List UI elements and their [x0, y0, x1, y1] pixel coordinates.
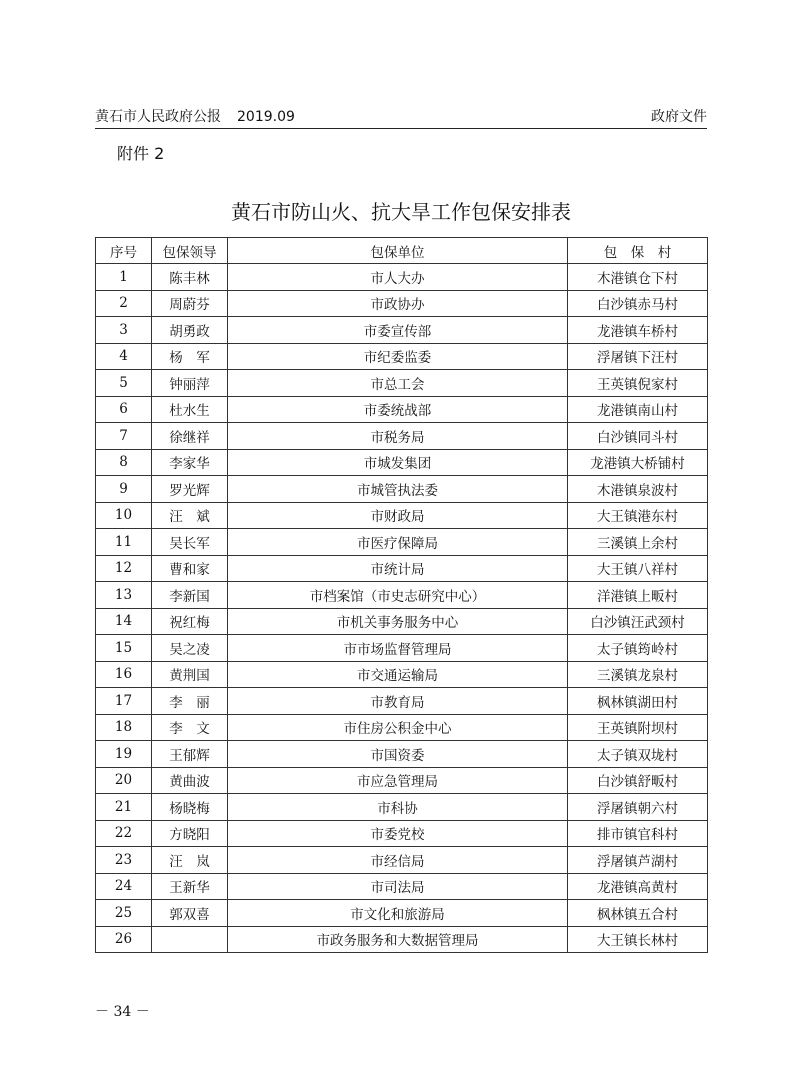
- column-header-index: 序号: [96, 238, 152, 264]
- cell-index: 23: [96, 847, 152, 874]
- cell-village: 龙港镇车桥村: [568, 317, 708, 344]
- cell-village: 木港镇泉波村: [568, 476, 708, 503]
- cell-index: 16: [96, 661, 152, 688]
- cell-village: 枫林镇湖田村: [568, 688, 708, 715]
- table-row: [96, 317, 708, 344]
- header-section: 政府文件: [651, 109, 707, 125]
- cell-unit: 市统计局: [228, 555, 568, 582]
- page-header: [95, 106, 707, 128]
- cell-index: 18: [96, 714, 152, 741]
- cell-village: 太子镇筠岭村: [568, 635, 708, 662]
- cell-index: 22: [96, 820, 152, 847]
- cell-unit: 市司法局: [228, 873, 568, 900]
- table-row: [96, 449, 708, 476]
- table-row: [96, 873, 708, 900]
- table-row: [96, 741, 708, 768]
- cell-unit: 市教育局: [228, 688, 568, 715]
- cell-village: 木港镇仓下村: [568, 264, 708, 291]
- cell-village: 白沙镇同斗村: [568, 423, 708, 450]
- cell-leader: 李 丽: [152, 688, 228, 715]
- cell-index: 24: [96, 873, 152, 900]
- cell-village: 浮屠镇下汪村: [568, 343, 708, 370]
- cell-leader: 吴之凌: [152, 635, 228, 662]
- cell-index: 5: [96, 370, 152, 397]
- cell-index: 8: [96, 449, 152, 476]
- cell-unit: 市档案馆（市史志研究中心）: [228, 582, 568, 609]
- cell-index: 1: [96, 264, 152, 291]
- table-row: [96, 423, 708, 450]
- cell-unit: 市机关事务服务中心: [228, 608, 568, 635]
- cell-leader: 汪 岚: [152, 847, 228, 874]
- cell-leader: 杜水生: [152, 396, 228, 423]
- cell-unit: 市文化和旅游局: [228, 900, 568, 927]
- cell-index: 14: [96, 608, 152, 635]
- cell-index: 3: [96, 317, 152, 344]
- cell-village: 浮屠镇朝六村: [568, 794, 708, 821]
- cell-village: 三溪镇上余村: [568, 529, 708, 556]
- cell-index: 21: [96, 794, 152, 821]
- cell-leader: 钟丽萍: [152, 370, 228, 397]
- table-row: [96, 847, 708, 874]
- table-row: [96, 396, 708, 423]
- cell-unit: 市经信局: [228, 847, 568, 874]
- cell-unit: 市人大办: [228, 264, 568, 291]
- table-row: [96, 502, 708, 529]
- cell-leader: 方晓阳: [152, 820, 228, 847]
- cell-leader: 罗光辉: [152, 476, 228, 503]
- table-row: [96, 343, 708, 370]
- cell-leader: 胡勇政: [152, 317, 228, 344]
- cell-village: 大王镇长林村: [568, 926, 708, 953]
- cell-village: 排市镇官科村: [568, 820, 708, 847]
- issue-number: 2019.09: [237, 109, 295, 125]
- column-header-unit: 包保单位: [228, 238, 568, 264]
- table-row: [96, 688, 708, 715]
- cell-leader: 杨 军: [152, 343, 228, 370]
- cell-unit: 市委统战部: [228, 396, 568, 423]
- cell-village: 太子镇双垅村: [568, 741, 708, 768]
- cell-unit: 市财政局: [228, 502, 568, 529]
- cell-leader: 周蔚芬: [152, 290, 228, 317]
- cell-leader: 汪 斌: [152, 502, 228, 529]
- table-row: [96, 900, 708, 927]
- cell-unit: 市委宣传部: [228, 317, 568, 344]
- cell-unit: 市政务服务和大数据管理局: [228, 926, 568, 953]
- cell-leader: 王新华: [152, 873, 228, 900]
- document-title: 黄石市防山火、抗大旱工作包保安排表: [231, 200, 571, 224]
- table-header-row: [96, 238, 708, 264]
- table-row: [96, 529, 708, 556]
- cell-village: 王英镇倪家村: [568, 370, 708, 397]
- cell-leader: 祝红梅: [152, 608, 228, 635]
- cell-index: 17: [96, 688, 152, 715]
- header-rule: [95, 128, 707, 129]
- cell-unit: 市政协办: [228, 290, 568, 317]
- table-row: [96, 555, 708, 582]
- cell-leader: 李 文: [152, 714, 228, 741]
- cell-unit: 市税务局: [228, 423, 568, 450]
- table-row: [96, 714, 708, 741]
- cell-index: 9: [96, 476, 152, 503]
- cell-leader: 郭双喜: [152, 900, 228, 927]
- table-row: [96, 767, 708, 794]
- cell-unit: 市应急管理局: [228, 767, 568, 794]
- cell-index: 20: [96, 767, 152, 794]
- cell-unit: 市纪委监委: [228, 343, 568, 370]
- cell-unit: 市城管执法委: [228, 476, 568, 503]
- cell-index: 6: [96, 396, 152, 423]
- table-row: [96, 290, 708, 317]
- cell-village: 白沙镇赤马村: [568, 290, 708, 317]
- table-row: [96, 794, 708, 821]
- table-row: [96, 582, 708, 609]
- cell-village: 大王镇八祥村: [568, 555, 708, 582]
- cell-unit: 市交通运输局: [228, 661, 568, 688]
- header-publication: [95, 106, 295, 126]
- cell-village: 洋港镇上畈村: [568, 582, 708, 609]
- column-header-village: 包 保 村: [568, 238, 708, 264]
- attachment-label: 附件 2: [117, 144, 165, 163]
- cell-leader: 李家华: [152, 449, 228, 476]
- cell-index: 13: [96, 582, 152, 609]
- cell-leader: 王郁辉: [152, 741, 228, 768]
- cell-index: 4: [96, 343, 152, 370]
- cell-unit: 市城发集团: [228, 449, 568, 476]
- cell-leader: 李新国: [152, 582, 228, 609]
- cell-leader: 曹和家: [152, 555, 228, 582]
- cell-unit: 市科协: [228, 794, 568, 821]
- table-row: [96, 608, 708, 635]
- cell-unit: 市国资委: [228, 741, 568, 768]
- cell-leader: 徐继祥: [152, 423, 228, 450]
- cell-unit: 市总工会: [228, 370, 568, 397]
- table-row: [96, 635, 708, 662]
- cell-index: 25: [96, 900, 152, 927]
- cell-index: 7: [96, 423, 152, 450]
- cell-index: 26: [96, 926, 152, 953]
- cell-index: 10: [96, 502, 152, 529]
- cell-village: 龙港镇大桥铺村: [568, 449, 708, 476]
- cell-leader: 黄曲波: [152, 767, 228, 794]
- cell-unit: 市住房公积金中心: [228, 714, 568, 741]
- table-row: [96, 820, 708, 847]
- cell-village: 龙港镇南山村: [568, 396, 708, 423]
- publication-name: 黄石市人民政府公报: [95, 109, 221, 125]
- page-number: － 34 －: [95, 1004, 150, 1020]
- cell-leader: 陈丰林: [152, 264, 228, 291]
- table-row: [96, 926, 708, 953]
- cell-village: 三溪镇龙泉村: [568, 661, 708, 688]
- cell-village: 浮屠镇芦湖村: [568, 847, 708, 874]
- cell-village: 枫林镇五合村: [568, 900, 708, 927]
- table-row: [96, 476, 708, 503]
- cell-unit: 市委党校: [228, 820, 568, 847]
- cell-village: 白沙镇舒畈村: [568, 767, 708, 794]
- cell-index: 12: [96, 555, 152, 582]
- schedule-table: [95, 237, 708, 953]
- cell-index: 2: [96, 290, 152, 317]
- cell-index: 19: [96, 741, 152, 768]
- table-row: [96, 370, 708, 397]
- cell-unit: 市医疗保障局: [228, 529, 568, 556]
- cell-village: 大王镇港东村: [568, 502, 708, 529]
- table-row: [96, 264, 708, 291]
- cell-unit: 市市场监督管理局: [228, 635, 568, 662]
- column-header-leader: 包保领导: [152, 238, 228, 264]
- cell-index: 15: [96, 635, 152, 662]
- cell-leader: 吴长军: [152, 529, 228, 556]
- cell-leader: 黄荆国: [152, 661, 228, 688]
- cell-leader: [152, 926, 228, 953]
- cell-index: 11: [96, 529, 152, 556]
- table-body: [96, 264, 708, 953]
- cell-village: 王英镇附坝村: [568, 714, 708, 741]
- table-row: [96, 661, 708, 688]
- cell-village: 白沙镇汪武颈村: [568, 608, 708, 635]
- cell-leader: 杨晓梅: [152, 794, 228, 821]
- cell-village: 龙港镇高黄村: [568, 873, 708, 900]
